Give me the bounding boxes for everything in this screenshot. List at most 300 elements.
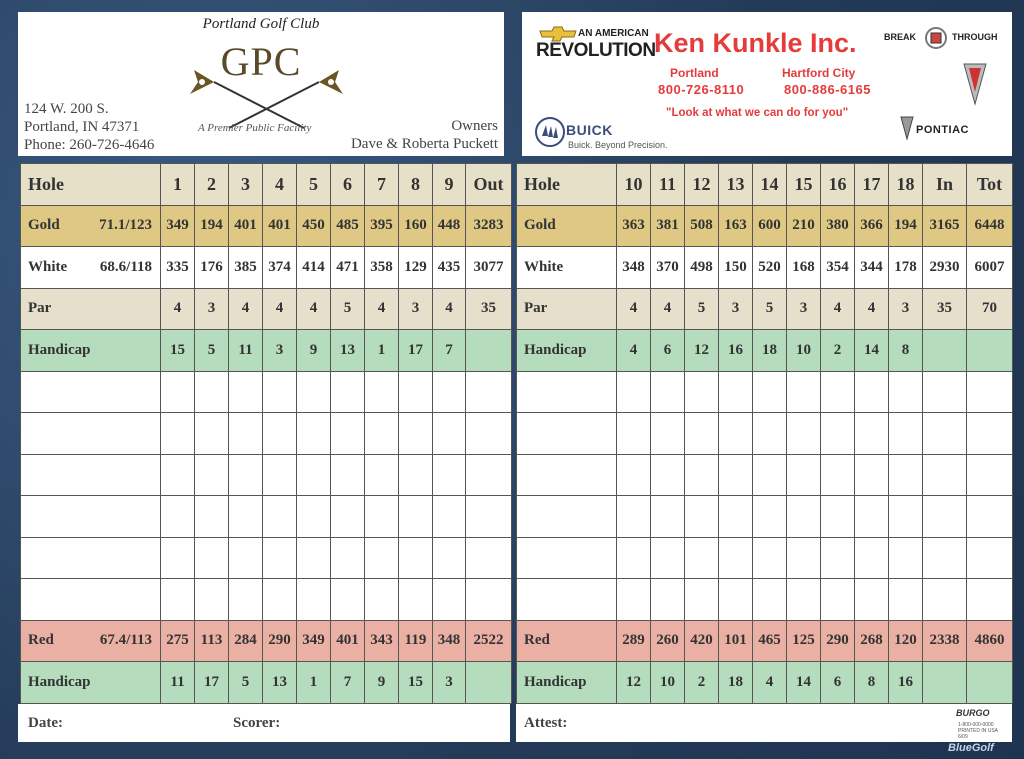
score-cell[interactable] — [719, 454, 753, 496]
hole-row — [517, 164, 1013, 206]
score-cell[interactable] — [821, 537, 855, 579]
red_handicap-row — [517, 662, 1013, 704]
red-cell: 284 — [229, 620, 263, 662]
red_handicap-cell: 7 — [331, 662, 365, 704]
handicap-label: Handicap — [21, 330, 161, 372]
score-cell[interactable] — [719, 371, 753, 413]
score-cell[interactable] — [889, 454, 923, 496]
score-cell[interactable] — [651, 537, 685, 579]
par-row — [21, 288, 512, 330]
score-cell[interactable] — [365, 454, 399, 496]
gold-cell: 508 — [685, 205, 719, 247]
buick-logo-icon — [534, 116, 566, 148]
par-cell: 5 — [753, 288, 787, 330]
red-cell: 260 — [651, 620, 685, 662]
white-cell: 150 — [719, 247, 753, 289]
red-cell: 290 — [263, 620, 297, 662]
score-cell[interactable] — [161, 454, 195, 496]
red_handicap-cell: 10 — [651, 662, 685, 704]
score-cell[interactable] — [433, 454, 466, 496]
score-cell[interactable] — [651, 579, 685, 621]
handicap-cell: 18 — [753, 330, 787, 372]
handicap-cell: 11 — [229, 330, 263, 372]
score-cell[interactable] — [263, 496, 297, 538]
score-cell[interactable] — [195, 537, 229, 579]
score-cell[interactable] — [297, 537, 331, 579]
score-cell[interactable] — [263, 371, 297, 413]
score-cell[interactable] — [161, 413, 195, 455]
score-cell[interactable] — [685, 413, 719, 455]
score-cell[interactable] — [719, 537, 753, 579]
white-cell: 498 — [685, 247, 719, 289]
score-cell[interactable] — [263, 413, 297, 455]
score-cell[interactable] — [297, 454, 331, 496]
score-cell[interactable] — [466, 454, 512, 496]
red_handicap-cell: 17 — [195, 662, 229, 704]
red_handicap-cell: 1 — [297, 662, 331, 704]
gold-cell: 194 — [889, 205, 923, 247]
score-cell[interactable] — [787, 413, 821, 455]
score-cell[interactable] — [821, 496, 855, 538]
score-cell[interactable] — [433, 413, 466, 455]
score-cell[interactable] — [685, 579, 719, 621]
score-cell[interactable] — [466, 579, 512, 621]
score-entry-row[interactable] — [517, 413, 1013, 455]
score-cell[interactable] — [787, 454, 821, 496]
score-cell[interactable] — [331, 579, 365, 621]
red_handicap-cell: 2 — [685, 662, 719, 704]
hole-cell: 9 — [433, 164, 466, 206]
score-cell[interactable] — [923, 454, 967, 496]
handicap-cell: 15 — [161, 330, 195, 372]
score-cell[interactable] — [889, 413, 923, 455]
owners-label: Owners — [451, 118, 498, 134]
white-cell: 335 — [161, 247, 195, 289]
white-cell: 3077 — [466, 247, 512, 289]
score-cell[interactable] — [433, 496, 466, 538]
score-cell[interactable] — [967, 579, 1013, 621]
handicap-label: Handicap — [517, 330, 617, 372]
score-cell[interactable] — [195, 371, 229, 413]
hole-cell: 1 — [161, 164, 195, 206]
score-cell[interactable] — [855, 454, 889, 496]
score-cell[interactable] — [753, 579, 787, 621]
score-cell[interactable] — [229, 371, 263, 413]
address-line2: Portland, IN 47371 — [24, 119, 140, 135]
red_handicap-cell: 15 — [399, 662, 433, 704]
score-cell[interactable] — [365, 371, 399, 413]
hole-cell: 12 — [685, 164, 719, 206]
par-cell: 4 — [433, 288, 466, 330]
score-cell[interactable] — [753, 413, 787, 455]
red_handicap-cell: 3 — [433, 662, 466, 704]
score-cell[interactable] — [889, 496, 923, 538]
red-label: Red — [517, 620, 617, 662]
score-entry-row[interactable] — [517, 371, 1013, 413]
gold-cell: 600 — [753, 205, 787, 247]
american-text: AN AMERICAN — [578, 28, 649, 39]
gold-cell: 380 — [821, 205, 855, 247]
score-cell[interactable] — [617, 371, 651, 413]
hole-cell: 2 — [195, 164, 229, 206]
gold-cell: 3165 — [923, 205, 967, 247]
score-cell[interactable] — [331, 371, 365, 413]
score-cell[interactable] — [967, 371, 1013, 413]
player-name-cell[interactable] — [517, 371, 617, 413]
score-cell[interactable] — [399, 537, 433, 579]
par-cell: 5 — [685, 288, 719, 330]
gold-cell: 6448 — [967, 205, 1013, 247]
red_handicap-cell: 18 — [719, 662, 753, 704]
gold-rating: 71.1/123 — [99, 217, 152, 234]
white-label: White — [517, 247, 617, 289]
date-label: Date: — [28, 715, 63, 731]
par-cell: 70 — [967, 288, 1013, 330]
score-cell[interactable] — [923, 413, 967, 455]
hole-cell: In — [923, 164, 967, 206]
gold-row — [517, 205, 1013, 247]
hole-cell: 13 — [719, 164, 753, 206]
handicap-cell: 1 — [365, 330, 399, 372]
hole-cell: Tot — [967, 164, 1013, 206]
score-cell[interactable] — [889, 579, 923, 621]
score-cell[interactable] — [787, 579, 821, 621]
pontiac-small-icon — [900, 116, 914, 140]
white-cell: 176 — [195, 247, 229, 289]
score-entry-row[interactable] — [517, 579, 1013, 621]
white-cell: 358 — [365, 247, 399, 289]
score-cell[interactable] — [855, 413, 889, 455]
score-cell[interactable] — [617, 579, 651, 621]
score-cell[interactable] — [685, 371, 719, 413]
gold-cell: 395 — [365, 205, 399, 247]
dealer-city-portland: Portland — [670, 66, 719, 80]
score-entry-row[interactable] — [21, 413, 512, 455]
red-row — [517, 620, 1013, 662]
player-name-cell[interactable] — [517, 413, 617, 455]
score-entry-row[interactable] — [517, 496, 1013, 538]
score-cell[interactable] — [855, 496, 889, 538]
score-cell[interactable] — [651, 413, 685, 455]
score-cell[interactable] — [195, 454, 229, 496]
red-cell: 349 — [297, 620, 331, 662]
score-cell[interactable] — [433, 371, 466, 413]
dealer-phone-hartford: 800-886-6165 — [784, 82, 871, 97]
handicap-cell: 7 — [433, 330, 466, 372]
score-cell[interactable] — [161, 579, 195, 621]
gold-cell: 163 — [719, 205, 753, 247]
white-cell: 129 — [399, 247, 433, 289]
red_handicap-cell: 12 — [617, 662, 651, 704]
score-cell[interactable] — [161, 537, 195, 579]
score-cell[interactable] — [889, 371, 923, 413]
score-cell[interactable] — [967, 454, 1013, 496]
white-row — [21, 247, 512, 289]
red-cell: 4860 — [967, 620, 1013, 662]
handicap-cell: 10 — [787, 330, 821, 372]
gold-cell: 485 — [331, 205, 365, 247]
score-cell[interactable] — [719, 579, 753, 621]
handicap-row — [21, 330, 512, 372]
hole-cell: Out — [466, 164, 512, 206]
red-cell: 343 — [365, 620, 399, 662]
par-cell: 3 — [719, 288, 753, 330]
gold-cell: 3283 — [466, 205, 512, 247]
hole-label: Hole — [21, 164, 161, 206]
handicap-cell: 6 — [651, 330, 685, 372]
score-cell[interactable] — [685, 496, 719, 538]
score-cell[interactable] — [787, 371, 821, 413]
score-cell[interactable] — [229, 579, 263, 621]
score-cell[interactable] — [967, 496, 1013, 538]
gold-cell: 160 — [399, 205, 433, 247]
score-cell[interactable] — [617, 413, 651, 455]
score-cell[interactable] — [923, 371, 967, 413]
player-name-cell[interactable] — [517, 496, 617, 538]
handicap-cell — [967, 330, 1013, 372]
player-name-cell[interactable] — [517, 454, 617, 496]
player-name-cell[interactable] — [21, 496, 161, 538]
par-cell: 35 — [923, 288, 967, 330]
score-cell[interactable] — [617, 537, 651, 579]
score-cell[interactable] — [399, 371, 433, 413]
gold-cell: 401 — [229, 205, 263, 247]
score-cell[interactable] — [855, 371, 889, 413]
player-name-cell[interactable] — [21, 454, 161, 496]
score-entry-row[interactable] — [21, 371, 512, 413]
red-cell: 290 — [821, 620, 855, 662]
score-entry-row[interactable] — [21, 537, 512, 579]
score-cell[interactable] — [753, 496, 787, 538]
par-cell: 4 — [297, 288, 331, 330]
white-row — [517, 247, 1013, 289]
score-cell[interactable] — [466, 413, 512, 455]
handicap-cell — [923, 330, 967, 372]
back-nine-table — [516, 163, 1013, 704]
score-cell[interactable] — [923, 537, 967, 579]
gold-label: Gold — [517, 205, 617, 247]
player-name-cell[interactable] — [517, 537, 617, 579]
par-cell: 4 — [229, 288, 263, 330]
score-cell[interactable] — [466, 537, 512, 579]
white-cell: 435 — [433, 247, 466, 289]
red-row — [21, 620, 512, 662]
score-cell[interactable] — [787, 537, 821, 579]
player-name-cell[interactable] — [21, 413, 161, 455]
score-entry-row[interactable] — [21, 496, 512, 538]
par-cell: 4 — [263, 288, 297, 330]
score-cell[interactable] — [161, 371, 195, 413]
score-cell[interactable] — [297, 413, 331, 455]
pontiac-arrowhead-icon — [962, 62, 988, 106]
handicap-cell — [466, 330, 512, 372]
score-cell[interactable] — [923, 496, 967, 538]
pontiac-text: PONTIAC — [916, 124, 969, 136]
score-cell[interactable] — [365, 579, 399, 621]
club-tagline: A Premier Public Facility — [198, 122, 312, 134]
buick-text: BUICK — [566, 122, 613, 138]
score-cell[interactable] — [433, 579, 466, 621]
gold-cell: 448 — [433, 205, 466, 247]
score-entry-row[interactable] — [21, 454, 512, 496]
score-cell[interactable] — [821, 413, 855, 455]
score-cell[interactable] — [365, 537, 399, 579]
score-cell[interactable] — [365, 413, 399, 455]
white-cell: 471 — [331, 247, 365, 289]
player-name-cell[interactable] — [517, 579, 617, 621]
score-cell[interactable] — [229, 537, 263, 579]
score-cell[interactable] — [753, 537, 787, 579]
score-cell[interactable] — [297, 496, 331, 538]
score-cell[interactable] — [195, 579, 229, 621]
club-name: Portland Golf Club — [202, 16, 320, 32]
score-cell[interactable] — [466, 371, 512, 413]
red-cell: 401 — [331, 620, 365, 662]
printer-info: 1-800-000-0000 PRINTED IN USA 6/09 — [958, 722, 998, 740]
gold-cell: 363 — [617, 205, 651, 247]
score-cell[interactable] — [651, 454, 685, 496]
red-label: Red 67.4/113 — [21, 620, 161, 662]
score-cell[interactable] — [685, 537, 719, 579]
score-cell[interactable] — [855, 579, 889, 621]
cadillac-crest-icon — [924, 26, 948, 50]
red-cell: 120 — [889, 620, 923, 662]
dealer-city-hartford: Hartford City — [782, 66, 856, 80]
score-cell[interactable] — [685, 454, 719, 496]
score-cell[interactable] — [967, 537, 1013, 579]
score-cell[interactable] — [855, 537, 889, 579]
score-cell[interactable] — [399, 413, 433, 455]
red_handicap-cell: 9 — [365, 662, 399, 704]
white-cell: 385 — [229, 247, 263, 289]
score-entry-row[interactable] — [21, 579, 512, 621]
white-cell: 178 — [889, 247, 923, 289]
par-cell: 5 — [331, 288, 365, 330]
red_handicap-cell: 11 — [161, 662, 195, 704]
break-text: BREAK — [884, 32, 917, 42]
score-cell[interactable] — [229, 496, 263, 538]
white-cell: 6007 — [967, 247, 1013, 289]
score-cell[interactable] — [719, 496, 753, 538]
score-cell[interactable] — [617, 454, 651, 496]
score-cell[interactable] — [466, 496, 512, 538]
score-cell[interactable] — [399, 579, 433, 621]
red-cell: 101 — [719, 620, 753, 662]
red_handicap-cell: 8 — [855, 662, 889, 704]
par-label: Par — [21, 288, 161, 330]
score-cell[interactable] — [433, 537, 466, 579]
white-cell: 344 — [855, 247, 889, 289]
score-cell[interactable] — [967, 413, 1013, 455]
gold-cell: 381 — [651, 205, 685, 247]
score-cell[interactable] — [229, 454, 263, 496]
score-cell[interactable] — [719, 413, 753, 455]
score-cell[interactable] — [331, 413, 365, 455]
score-cell[interactable] — [821, 371, 855, 413]
red-cell: 119 — [399, 620, 433, 662]
score-cell[interactable] — [923, 579, 967, 621]
hole-cell: 11 — [651, 164, 685, 206]
score-entry-row[interactable] — [517, 537, 1013, 579]
score-cell[interactable] — [399, 496, 433, 538]
score-cell[interactable] — [753, 371, 787, 413]
score-cell[interactable] — [889, 537, 923, 579]
score-cell[interactable] — [651, 371, 685, 413]
hole-cell: 15 — [787, 164, 821, 206]
club-phone: Phone: 260-726-4646 — [24, 137, 155, 153]
red-cell: 289 — [617, 620, 651, 662]
white-cell: 168 — [787, 247, 821, 289]
handicap-cell: 4 — [617, 330, 651, 372]
red_handicap-cell: 6 — [821, 662, 855, 704]
score-cell[interactable] — [263, 454, 297, 496]
score-cell[interactable] — [331, 496, 365, 538]
score-cell[interactable] — [753, 454, 787, 496]
club-header — [18, 12, 504, 156]
score-cell[interactable] — [331, 454, 365, 496]
score-cell[interactable] — [161, 496, 195, 538]
gold-cell: 349 — [161, 205, 195, 247]
hole-cell: 17 — [855, 164, 889, 206]
white-cell: 354 — [821, 247, 855, 289]
score-cell[interactable] — [821, 579, 855, 621]
score-cell[interactable] — [195, 413, 229, 455]
hole-cell: 7 — [365, 164, 399, 206]
red-rating: 67.4/113 — [99, 632, 152, 649]
score-cell[interactable] — [787, 496, 821, 538]
score-cell[interactable] — [399, 454, 433, 496]
dealer-slogan: "Look at what we can do for you" — [666, 107, 849, 119]
red-cell: 113 — [195, 620, 229, 662]
par-cell: 3 — [889, 288, 923, 330]
score-cell[interactable] — [263, 579, 297, 621]
par-cell: 3 — [787, 288, 821, 330]
player-name-cell[interactable] — [21, 537, 161, 579]
hole-cell: 10 — [617, 164, 651, 206]
score-cell[interactable] — [617, 496, 651, 538]
par-cell: 3 — [399, 288, 433, 330]
red_handicap-cell: 14 — [787, 662, 821, 704]
score-entry-row[interactable] — [517, 454, 1013, 496]
player-name-cell[interactable] — [21, 579, 161, 621]
handicap-cell: 17 — [399, 330, 433, 372]
score-cell[interactable] — [195, 496, 229, 538]
score-cell[interactable] — [263, 537, 297, 579]
score-cell[interactable] — [651, 496, 685, 538]
handicap-cell: 2 — [821, 330, 855, 372]
gold-cell: 210 — [787, 205, 821, 247]
red_handicap-cell — [923, 662, 967, 704]
par-cell: 4 — [161, 288, 195, 330]
score-cell[interactable] — [229, 413, 263, 455]
par-cell: 4 — [855, 288, 889, 330]
score-cell[interactable] — [331, 537, 365, 579]
score-cell[interactable] — [297, 371, 331, 413]
score-cell[interactable] — [821, 454, 855, 496]
red_handicap-label: Handicap — [21, 662, 161, 704]
par-cell: 35 — [466, 288, 512, 330]
hole-cell: 3 — [229, 164, 263, 206]
handicap-cell: 12 — [685, 330, 719, 372]
par-cell: 3 — [195, 288, 229, 330]
handicap-cell: 5 — [195, 330, 229, 372]
score-cell[interactable] — [297, 579, 331, 621]
red_handicap-cell: 16 — [889, 662, 923, 704]
handicap-cell: 9 — [297, 330, 331, 372]
player-name-cell[interactable] — [21, 371, 161, 413]
score-cell[interactable] — [365, 496, 399, 538]
hole-row — [21, 164, 512, 206]
